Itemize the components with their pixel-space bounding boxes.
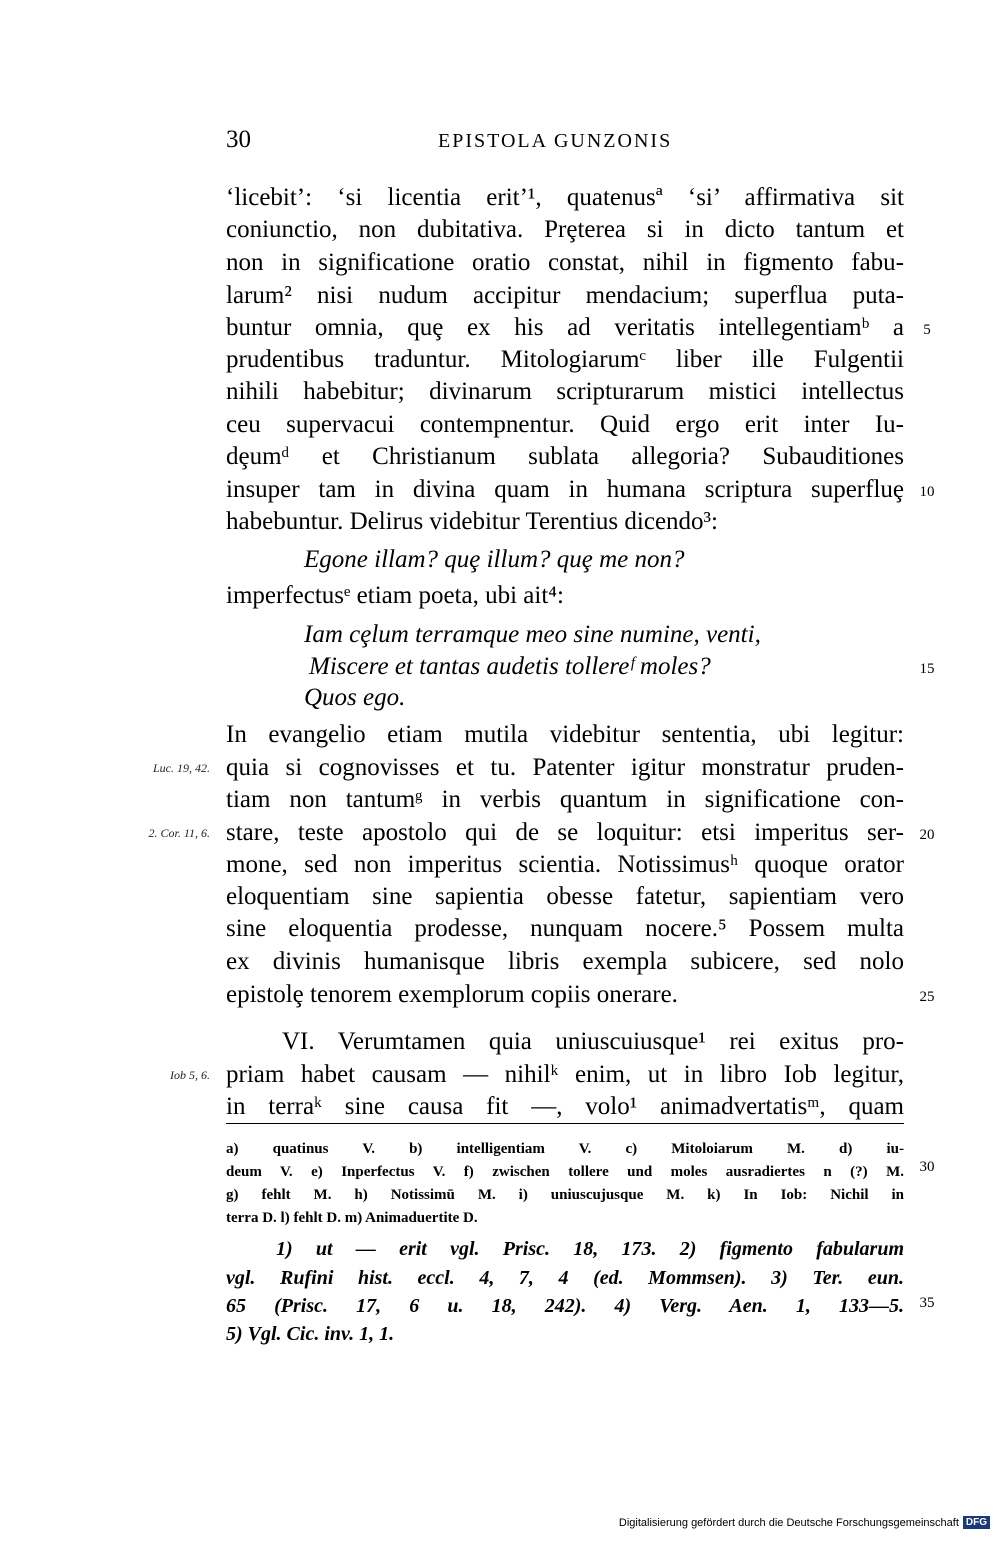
- text-line: larum² nisi nudum accipitur mendacium; superflua puta-: [226, 282, 904, 309]
- page-number: 30: [226, 126, 251, 153]
- text-line: coniunctio, non dubitativa. Prȩterea si in dicto tantum et: [226, 216, 904, 243]
- section-start-line: VI. Verumtamen quia uniuscuiusque¹ rei exitus pro-: [282, 1028, 904, 1055]
- text-line: mone, sed non imperitus scientia. Notissimusʰ quoque orator: [226, 851, 904, 878]
- running-title: EPISTOLA GUNZONIS: [438, 130, 673, 152]
- text-line: stare, teste apostolo qui de se loquitur: etsi imperitus ser-: [226, 819, 904, 846]
- text-line: In evangelio etiam mutila videbitur sententia, ubi legitur:: [226, 721, 904, 748]
- text-line: ex divinis humanisque libris exempla subicere, sed nolo: [226, 948, 904, 975]
- apparatus-line: terra D. l) fehlt D. m) Animaduertite D.: [226, 1210, 478, 1226]
- text-line: habebuntur. Delirus videbitur Terentius dicendo³:: [226, 508, 718, 535]
- text-line: sine eloquentia prodesse, nunquam nocere.⁵ Possem multa: [226, 915, 904, 942]
- verse-line: Iam cȩlum terramque meo sine numine, venti,: [304, 621, 761, 648]
- source-note-line: 65 (Prisc. 17, 6 u. 18, 242). 4) Verg. Aen. 1, 133—5.: [226, 1295, 904, 1317]
- margin-reference: 2. Cor. 11, 6.: [148, 826, 210, 840]
- margin-reference: Luc. 19, 42.: [153, 761, 210, 775]
- line-number: 20: [919, 827, 935, 843]
- line-number: 35: [919, 1295, 935, 1311]
- line-number: 30: [919, 1159, 935, 1175]
- text-line: tiam non tantumᵍ in verbis quantum in significatione con-: [226, 786, 904, 813]
- text-line: imperfectusᵉ etiam poeta, ubi ait⁴:: [226, 582, 564, 609]
- apparatus-line: a) quatinus V. b) intelligentiam V. c) Mitoloiarum M. d) iu-: [226, 1141, 904, 1157]
- line-number: 25: [919, 989, 935, 1005]
- text-line: quia si cognovisses et tu. Patenter igitur monstratur pruden-: [226, 754, 904, 781]
- apparatus-line: deum V. e) Inperfectus V. f) zwischen tollere und moles ausradiertes n (?) M.: [226, 1164, 904, 1180]
- text-line: eloquentiam sine sapientia obesse fatetur, sapientiam vero: [226, 883, 904, 910]
- line-number: 15: [919, 661, 935, 677]
- text-line: insuper tam in divina quam in humana scriptura superfluȩ: [226, 476, 904, 503]
- credit-text: Digitalisierung gefördert durch die Deutsche Forschungsgemeinschaft: [618, 1516, 959, 1529]
- text-line: dȩumᵈ et Christianum sublata allegoria? Subauditiones: [226, 443, 904, 470]
- footnote-rule: [226, 1123, 904, 1124]
- line-number: 10: [919, 484, 935, 500]
- verse-line: Miscere et tantas audetis tollereᶠ moles?: [309, 653, 711, 680]
- source-note-line: vgl. Rufini hist. eccl. 4, 7, 4 (ed. Mommsen). 3) Ter. eun.: [226, 1267, 904, 1289]
- text-line: buntur omnia, quȩ ex his ad veritatis intellegentiamᵇ a: [226, 314, 904, 341]
- text-line: nihili habebitur; divinarum scripturarum mistici intellectus: [226, 378, 904, 405]
- text-line: priam habet causam — nihilᵏ enim, ut in libro Iob legitur,: [226, 1061, 904, 1088]
- apparatus-line: g) fehlt M. h) Notissimū M. i) uniuscujusque M. k) In Iob: Nichil in: [226, 1187, 904, 1203]
- digitization-credit: [619, 1516, 990, 1529]
- source-note-line: 1) ut — erit vgl. Prisc. 18, 173. 2) figmento fabularum: [276, 1238, 904, 1260]
- text-line: in terraᵏ sine causa fit —, volo¹ animadvertatisᵐ, quam: [226, 1093, 904, 1120]
- text-line: prudentibus traduntur. Mitologiarumᶜ liber ille Fulgentii: [226, 346, 904, 373]
- margin-reference: Iob 5, 6.: [170, 1068, 210, 1082]
- dfg-logo: DFG: [963, 1516, 990, 1529]
- text-line: non in significatione oratio constat, nihil in figmento fabu-: [226, 249, 904, 276]
- text-line: epistolȩ tenorem exemplorum copiis onerare.: [226, 981, 678, 1008]
- text-line: ‘licebit’: ‘si licentia erit’¹, quatenusª ‘si’ affirmativa sit: [226, 184, 904, 211]
- source-note-line: 5) Vgl. Cic. inv. 1, 1.: [226, 1323, 395, 1345]
- verse-line: Quos ego.: [304, 684, 406, 711]
- text-line: ceu supervacui contempnentur. Quid ergo erit inter Iu-: [226, 411, 904, 438]
- line-number: 5: [923, 322, 931, 338]
- verse-line: Egone illam? quȩ illum? quȩ me non?: [304, 546, 685, 573]
